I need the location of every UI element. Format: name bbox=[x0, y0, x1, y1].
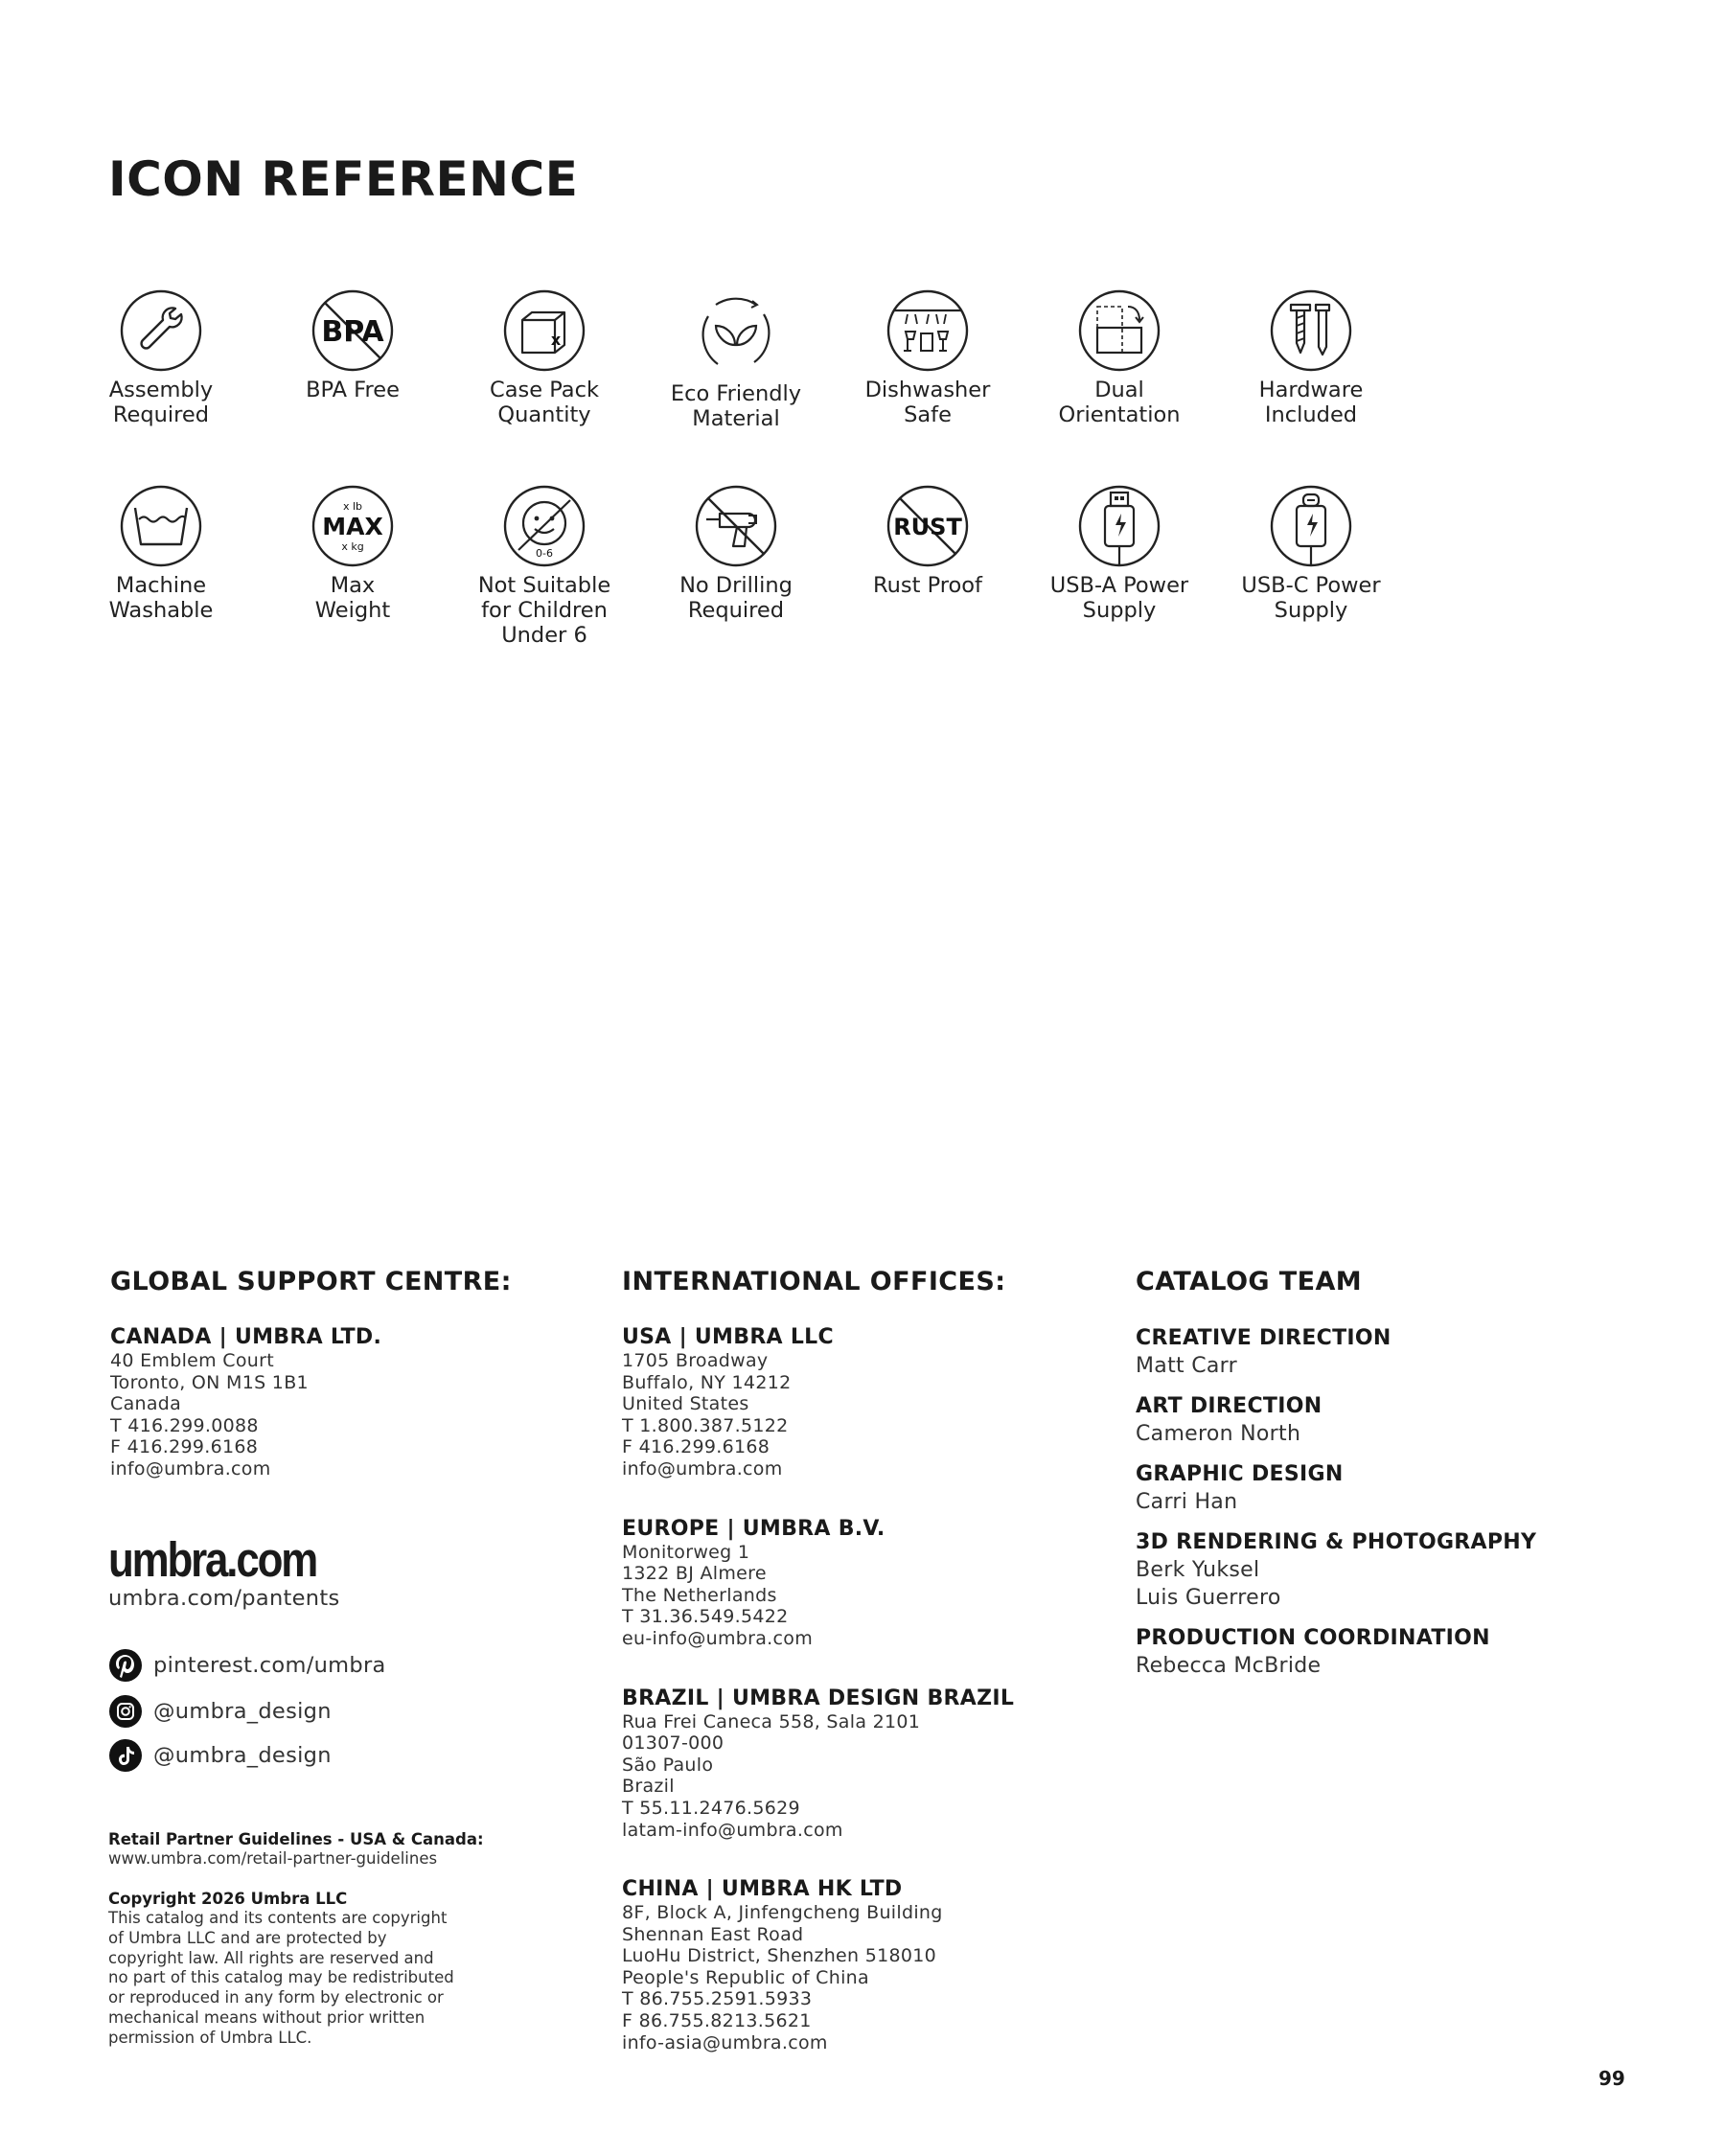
pinterest-icon bbox=[108, 1648, 143, 1683]
team-role: 3D RENDERING & PHOTOGRAPHY bbox=[1136, 1530, 1537, 1554]
icon-label: USB-A Power Supply bbox=[1049, 573, 1189, 623]
address-line: Rua Frei Caneca 558, Sala 2101 bbox=[622, 1710, 921, 1732]
icon-item-not-for-children bbox=[458, 485, 631, 648]
icon-label: Dishwasher Safe bbox=[864, 378, 991, 427]
icon-label: Dual Orientation bbox=[1058, 378, 1181, 427]
email-link[interactable]: info@umbra.com bbox=[622, 1457, 783, 1479]
team-member: Berk Yuksel bbox=[1136, 1558, 1260, 1582]
instagram-icon bbox=[108, 1694, 143, 1729]
support-office bbox=[110, 1325, 570, 1480]
team-member: Luis Guerrero bbox=[1136, 1586, 1281, 1610]
icon-label: Max Weight bbox=[314, 573, 391, 623]
copyright-block bbox=[108, 1890, 492, 2049]
icon-item-max-weight bbox=[266, 485, 439, 623]
guidelines-title: Retail Partner Guidelines - USA & Canada: bbox=[108, 1830, 484, 1848]
office-name: EUROPE | UMBRA B.V. bbox=[622, 1516, 886, 1541]
icon-item-dishwasher bbox=[841, 289, 1014, 427]
hardware-icon bbox=[1270, 289, 1352, 372]
rust-proof-icon bbox=[886, 485, 969, 567]
address-line: People's Republic of China bbox=[622, 1966, 869, 1988]
copyright-title: Copyright 2026 Umbra LLC bbox=[108, 1890, 348, 1908]
max-kg-text: x kg bbox=[341, 540, 364, 553]
umbra-logo[interactable]: umbra.com bbox=[108, 1532, 317, 1587]
page-title: ICON REFERENCE bbox=[108, 151, 579, 207]
icon-item-hardware bbox=[1225, 289, 1397, 427]
team-member: Carri Han bbox=[1136, 1490, 1238, 1514]
office-usa bbox=[622, 1325, 1101, 1480]
office-name: CANADA | UMBRA LTD. bbox=[110, 1325, 382, 1349]
address-line: 01307-000 bbox=[622, 1732, 724, 1755]
icon-item-eco-friendly bbox=[650, 289, 822, 431]
team-member: Rebecca McBride bbox=[1136, 1654, 1322, 1678]
icon-item-machine-washable bbox=[75, 485, 247, 623]
max-weight-icon bbox=[311, 485, 394, 567]
dual-orientation-icon bbox=[1078, 289, 1161, 372]
office-europe bbox=[622, 1517, 1101, 1650]
support-heading: GLOBAL SUPPORT CENTRE: bbox=[110, 1267, 512, 1296]
address-line: 40 Emblem Court bbox=[110, 1350, 275, 1371]
address-line: 8F, Block A, Jinfengcheng Building bbox=[622, 1902, 943, 1924]
email-link[interactable]: eu-info@umbra.com bbox=[622, 1627, 814, 1649]
phone-line: T 55.11.2476.5629 bbox=[622, 1797, 800, 1819]
team-heading: CATALOG TEAM bbox=[1136, 1267, 1363, 1296]
usb-c-icon bbox=[1270, 485, 1352, 567]
icon-label: Machine Washable bbox=[108, 573, 214, 623]
instagram-handle: @umbra_design bbox=[153, 1699, 332, 1724]
copyright-text: This catalog and its contents are copyright of Umbra LLC and are protected by copyright law. All rights are reserved and no part of this catalog may be redistributed or reproduced in any form by electronic or mechanical means without prior written permission of Umbra LLC. bbox=[108, 1909, 454, 2047]
office-name: BRAZIL | UMBRA DESIGN BRAZIL bbox=[622, 1686, 1015, 1710]
address-line: Toronto, ON M1S 1B1 bbox=[110, 1371, 309, 1393]
icon-item-dual-orientation bbox=[1033, 289, 1206, 427]
office-brazil bbox=[622, 1686, 1101, 1842]
icon-item-usb-a bbox=[1033, 485, 1206, 623]
address-line: United States bbox=[622, 1393, 749, 1415]
patents-link[interactable]: umbra.com/pantents bbox=[108, 1586, 340, 1611]
dishwasher-icon bbox=[886, 289, 969, 372]
phone-line: T 1.800.387.5122 bbox=[622, 1414, 789, 1436]
phone-line: T 416.299.0088 bbox=[110, 1414, 259, 1436]
address-line: Monitorweg 1 bbox=[622, 1541, 750, 1563]
case-pack-x: x bbox=[550, 331, 562, 349]
team-column bbox=[1136, 1267, 1653, 1680]
icon-label: No Drilling Required bbox=[679, 573, 793, 623]
address-line: Shennan East Road bbox=[622, 1923, 804, 1945]
address-line: LuoHu District, Shenzhen 518010 bbox=[622, 1945, 937, 1967]
phone-line: T 31.36.549.5422 bbox=[622, 1606, 789, 1628]
icon-item-assembly bbox=[75, 289, 247, 427]
icon-label: USB-C Power Supply bbox=[1241, 573, 1381, 623]
social-tiktok[interactable] bbox=[108, 1738, 332, 1773]
email-link[interactable]: latam-info@umbra.com bbox=[622, 1819, 843, 1841]
icon-label: Not Suitable for Children Under 6 bbox=[477, 573, 611, 648]
social-instagram[interactable] bbox=[108, 1694, 332, 1729]
eco-leaf-icon bbox=[695, 289, 777, 376]
max-lb-text: x lb bbox=[342, 500, 363, 513]
icon-grid bbox=[0, 0, 1725, 690]
icon-label: Case Pack Quantity bbox=[490, 378, 599, 427]
no-drill-icon bbox=[695, 485, 777, 567]
max-text: MAX bbox=[322, 513, 383, 540]
rust-text: RUST bbox=[893, 514, 962, 540]
icon-label: Eco Friendly Material bbox=[670, 381, 802, 431]
address-line: Canada bbox=[110, 1393, 182, 1415]
icon-item-rust-proof bbox=[841, 485, 1014, 598]
fax-line: F 416.299.6168 bbox=[110, 1436, 259, 1458]
address-line: Brazil bbox=[622, 1776, 675, 1798]
bpa-text: BPA bbox=[321, 315, 384, 349]
icon-item-usb-c bbox=[1225, 485, 1397, 623]
icon-item-bpa-free bbox=[266, 289, 439, 402]
address-line: 1705 Broadway bbox=[622, 1350, 769, 1371]
age-text: 0-6 bbox=[536, 547, 553, 560]
bpa-free-icon bbox=[311, 289, 394, 372]
team-member: Cameron North bbox=[1136, 1422, 1301, 1446]
wrench-icon bbox=[120, 289, 202, 372]
page-number: 99 bbox=[1598, 2067, 1625, 2090]
team-role: CREATIVE DIRECTION bbox=[1136, 1326, 1392, 1350]
icon-label: Rust Proof bbox=[873, 573, 982, 598]
icon-item-case-pack bbox=[458, 289, 631, 427]
fax-line: F 416.299.6168 bbox=[622, 1436, 770, 1458]
address-line: 1322 BJ Almere bbox=[622, 1563, 767, 1585]
fax-line: F 86.755.8213.5621 bbox=[622, 2010, 812, 2032]
team-role: PRODUCTION COORDINATION bbox=[1136, 1626, 1490, 1650]
social-pinterest[interactable] bbox=[108, 1648, 386, 1683]
pinterest-handle: pinterest.com/umbra bbox=[153, 1653, 386, 1678]
not-for-children-icon bbox=[503, 485, 586, 567]
address-line: The Netherlands bbox=[622, 1584, 777, 1606]
case-pack-icon bbox=[503, 289, 586, 372]
offices-column bbox=[622, 1267, 1101, 2090]
office-name: USA | UMBRA LLC bbox=[622, 1325, 834, 1349]
support-column bbox=[110, 1267, 570, 1517]
phone-line: T 86.755.2591.5933 bbox=[622, 1988, 813, 2010]
team-role: ART DIRECTION bbox=[1136, 1394, 1322, 1418]
tiktok-handle: @umbra_design bbox=[153, 1743, 332, 1768]
guidelines-link[interactable]: www.umbra.com/retail-partner-guidelines bbox=[108, 1849, 438, 1868]
retail-guidelines bbox=[108, 1830, 492, 1869]
email-link[interactable]: info@umbra.com bbox=[110, 1457, 271, 1479]
icon-item-no-drilling bbox=[650, 485, 822, 623]
address-line: Buffalo, NY 14212 bbox=[622, 1371, 792, 1393]
office-name: CHINA | UMBRA HK LTD bbox=[622, 1877, 903, 1902]
team-member: Matt Carr bbox=[1136, 1354, 1237, 1378]
team-role: GRAPHIC DESIGN bbox=[1136, 1462, 1344, 1486]
icon-label: BPA Free bbox=[306, 378, 400, 402]
offices-heading: INTERNATIONAL OFFICES: bbox=[622, 1267, 1006, 1296]
tiktok-icon bbox=[108, 1738, 143, 1773]
address-line: São Paulo bbox=[622, 1754, 714, 1776]
icon-label: Assembly Required bbox=[108, 378, 214, 427]
email-link[interactable]: info-asia@umbra.com bbox=[622, 2031, 828, 2053]
usb-a-icon bbox=[1078, 485, 1161, 567]
icon-label: Hardware Included bbox=[1258, 378, 1364, 427]
office-china bbox=[622, 1877, 1101, 2053]
washbasin-icon bbox=[120, 485, 202, 567]
